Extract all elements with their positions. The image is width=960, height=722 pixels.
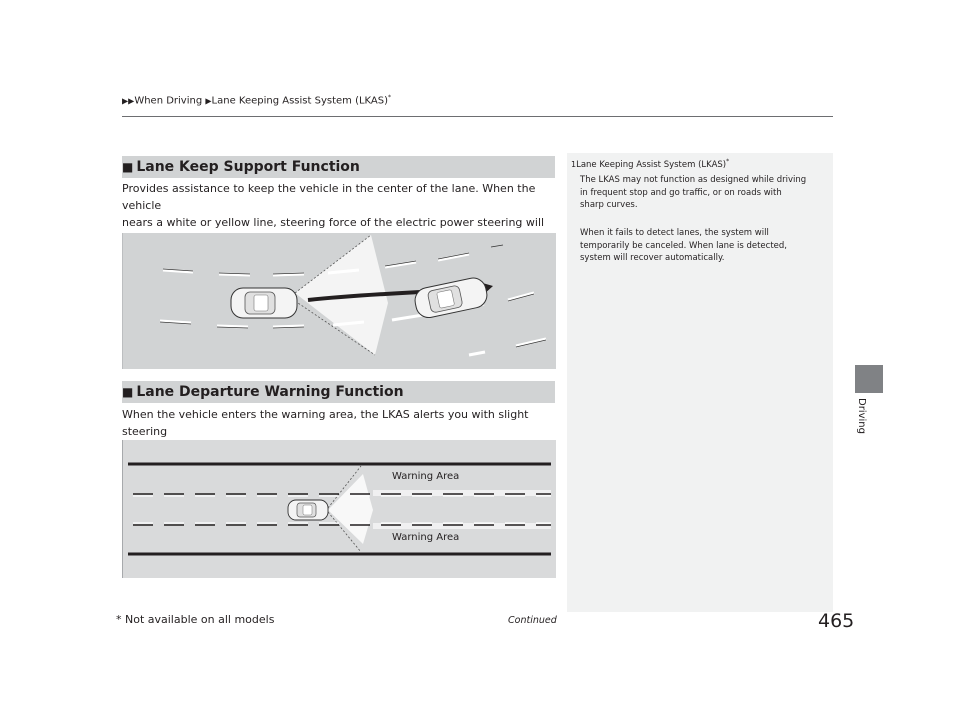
lane-departure-warning-figure [122,440,556,578]
section-header-lane-departure-warning [122,381,555,403]
warning-area-label-top: Warning Area [392,471,460,482]
header-rule [122,116,833,117]
text-line: The LKAS may not function as designed while driving [580,175,807,185]
lane-marking [469,352,485,355]
breadcrumb-item-when-driving: When Driving [134,95,203,107]
vehicle-start [231,288,297,318]
text-line: nears a white or yellow line, steering force of the electric power steering will [122,216,545,229]
camera-detection-cone [328,474,373,544]
section-title: Lane Keep Support Function [136,159,360,175]
lane-marking [516,339,546,346]
section-title: Lane Departure Warning Function [136,384,404,400]
sidenote-panel [567,153,833,612]
warning-area-band [373,523,551,529]
sidenote-title-asterisk: * [726,158,730,165]
breadcrumb [122,94,391,106]
chapter-tab-marker [855,365,883,393]
lane-keep-support-illustration [123,233,556,369]
sidenote-title [571,158,729,170]
lane-departure-warning-illustration [123,440,556,578]
lane-marking [508,293,534,300]
text-line: temporarily be canceled. When lane is detected, [580,240,787,251]
vehicle-end [413,276,490,320]
warning-area-label-bottom: Warning Area [392,532,460,543]
text-line: system will recover automatically. [580,253,725,263]
lane-marking [438,254,469,260]
double-triangle-icon: ▶▶ [122,96,135,106]
continued-label: Continued [508,615,557,626]
section-header-lane-keep-support [122,156,555,178]
text-line: Provides assistance to keep the vehicle in the center of the lane. When the vehicle [122,182,536,212]
reference-number: 1 [571,159,577,169]
text-line: When it fails to detect lanes, the system will [580,228,769,238]
square-bullet-icon: ■ [122,160,134,174]
sidenote-paragraph [580,227,828,265]
page-number: 465 [818,610,855,632]
footnote: * Not available on all models [116,613,275,626]
sidenote-title-text: Lane Keeping Assist System (LKAS) [576,159,727,170]
breadcrumb-item-lkas: Lane Keeping Assist System (LKAS) [211,95,389,107]
breadcrumb-asterisk: * [388,94,392,101]
chapter-tab-label: Driving [856,398,867,434]
square-bullet-icon: ■ [122,385,134,399]
warning-area-band [373,490,551,496]
sidenote-paragraph [580,174,828,212]
lane-keep-support-figure [122,233,556,369]
text-line: When the vehicle enters the warning area, the LKAS alerts you with slight steering [122,408,529,438]
lane-marking-outline [491,245,503,247]
text-line: in frequent stop and go traffic, or on roads with [580,187,782,198]
lane-marking [385,262,416,267]
vehicle [288,500,328,520]
lane-marking [392,315,423,320]
text-line: sharp curves. [580,200,638,210]
triangle-icon: ▶ [205,96,212,106]
